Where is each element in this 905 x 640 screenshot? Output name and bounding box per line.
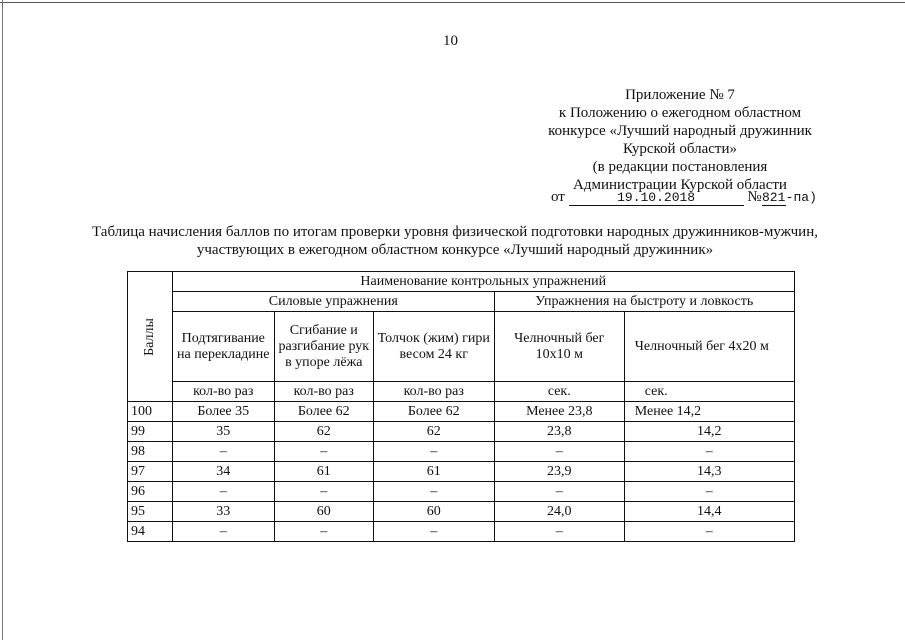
value-cell: – — [494, 522, 624, 542]
score-cell: 94 — [128, 522, 173, 542]
column-header: Челночный бег 4х20 м — [624, 312, 794, 382]
value-cell: – — [373, 522, 494, 542]
value-cell: 62 — [373, 422, 494, 442]
value-cell: – — [494, 482, 624, 502]
table-title-line: участвующих в ежегодном областном конкурсе «Лучший народный дружинник» — [196, 242, 714, 258]
score-header: Баллы — [141, 317, 157, 356]
value-cell: Более 35 — [172, 402, 274, 422]
appendix-line: Курской области» — [623, 141, 737, 157]
score-cell: 96 — [128, 482, 173, 502]
value-cell: Менее 14,2 — [624, 402, 794, 422]
value-cell: 24,0 — [494, 502, 624, 522]
score-cell: 95 — [128, 502, 173, 522]
appendix-line: Администрации Курской области — [573, 177, 787, 193]
table-row — [128, 462, 795, 482]
unit-cell: сек. — [494, 382, 624, 402]
value-cell: – — [373, 482, 494, 502]
unit-cell: сек. — [624, 382, 794, 402]
value-cell: 60 — [274, 502, 373, 522]
score-cell: 97 — [128, 462, 173, 482]
value-cell: 14,4 — [624, 502, 794, 522]
score-cell: 98 — [128, 442, 173, 462]
value-cell: 61 — [373, 462, 494, 482]
value-cell: – — [172, 442, 274, 462]
column-header: Подтягивание на перекладине — [172, 312, 274, 382]
value-cell: 61 — [274, 462, 373, 482]
score-cell: 100 — [128, 402, 173, 422]
value-cell: 14,2 — [624, 422, 794, 442]
score-header-cell — [128, 272, 173, 402]
value-cell: – — [373, 442, 494, 462]
scores-table — [127, 271, 795, 542]
table-row — [128, 482, 795, 502]
resolution-date-line — [551, 189, 817, 206]
value-cell: – — [274, 482, 373, 502]
column-header: Челночный бег 10х10 м — [494, 312, 624, 382]
value-cell: 60 — [373, 502, 494, 522]
value-cell: – — [624, 482, 794, 502]
appendix-line: Приложение № 7 — [625, 87, 735, 103]
value-cell: 62 — [274, 422, 373, 442]
appendix-block — [530, 86, 830, 194]
table-row — [128, 422, 795, 442]
speed-header: Упражнения на быстроту и ловкость — [494, 292, 794, 312]
value-cell: – — [172, 522, 274, 542]
number-suffix: -па) — [785, 190, 817, 205]
value-cell: 34 — [172, 462, 274, 482]
score-cell: 99 — [128, 422, 173, 442]
table-row — [128, 502, 795, 522]
resolution-number: 821 — [761, 190, 786, 205]
date-prefix: от — [551, 189, 565, 205]
table-header-row — [128, 312, 795, 382]
number-prefix: № — [747, 189, 762, 205]
appendix-line: конкурсе «Лучший народный дружинник — [548, 123, 812, 139]
table-header-row — [128, 272, 795, 292]
value-cell: Более 62 — [373, 402, 494, 422]
table-row — [128, 442, 795, 462]
strength-header: Силовые упражнения — [172, 292, 494, 312]
column-header: Толчок (жим) гири весом 24 кг — [373, 312, 494, 382]
value-cell: – — [624, 442, 794, 462]
value-cell: – — [274, 522, 373, 542]
table-row — [128, 402, 795, 422]
table-title-line: Таблица начисления баллов по итогам проверки уровня физической подготовки народных дружинников-мужчин, — [92, 224, 818, 240]
table-header-row — [128, 292, 795, 312]
appendix-line: (в редакции постановления — [592, 159, 768, 175]
value-cell: Менее 23,8 — [494, 402, 624, 422]
table-title — [60, 223, 850, 259]
unit-cell: кол-во раз — [373, 382, 494, 402]
group-header: Наименование контрольных упражнений — [172, 272, 794, 292]
value-cell: 23,9 — [494, 462, 624, 482]
value-cell: Более 62 — [274, 402, 373, 422]
top-border-line — [0, 2, 905, 3]
page-number: 10 — [443, 33, 458, 49]
value-cell: 23,8 — [494, 422, 624, 442]
unit-cell: кол-во раз — [172, 382, 274, 402]
value-cell: – — [494, 442, 624, 462]
value-cell: 14,3 — [624, 462, 794, 482]
value-cell: – — [274, 442, 373, 462]
left-border-line — [2, 0, 3, 640]
table-row — [128, 522, 795, 542]
resolution-date: 19.10.2018 — [569, 190, 744, 206]
appendix-line: к Положению о ежегодном областном — [558, 105, 802, 121]
column-header: Сгибание и разгибание рук в упоре лёжа — [274, 312, 373, 382]
units-row — [128, 382, 795, 402]
unit-cell: кол-во раз — [274, 382, 373, 402]
value-cell: 35 — [172, 422, 274, 442]
value-cell: 33 — [172, 502, 274, 522]
value-cell: – — [172, 482, 274, 502]
value-cell: – — [624, 522, 794, 542]
